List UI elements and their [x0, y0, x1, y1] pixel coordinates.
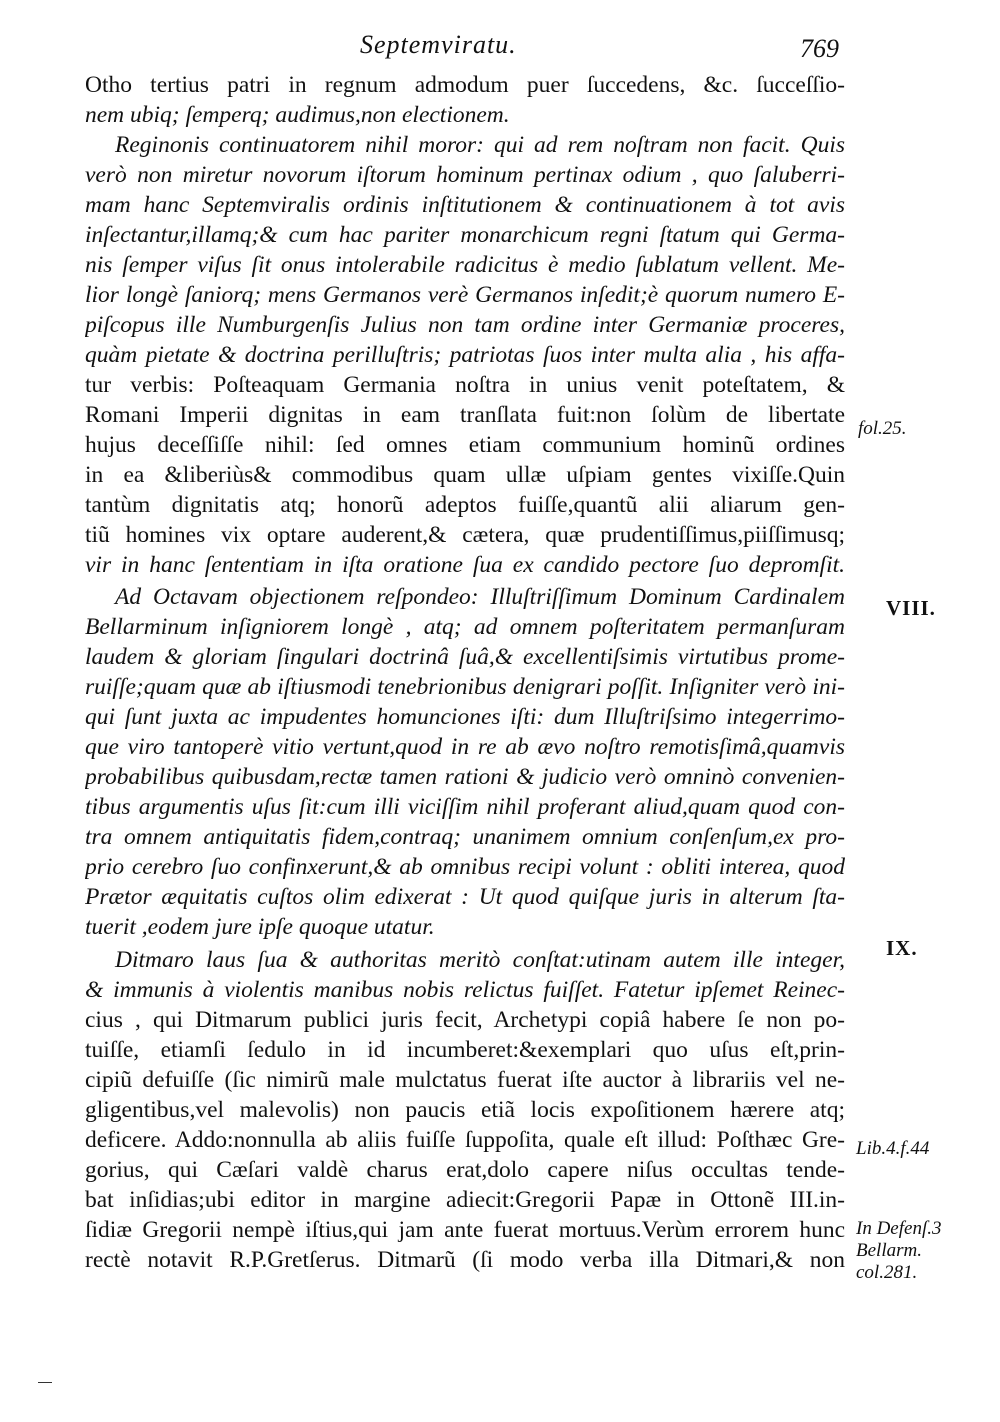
text-line: nem ubiq; ſemperq; audimus,non electionem. [85, 102, 510, 128]
margin-note-defens-3: col.281. [856, 1262, 918, 1283]
text-line: que viro tantoperè vitio vertunt,quod in re ab ævo noſtro remotisſimâ,quamvis [85, 734, 845, 760]
text-line: nis ſemper viſus ſit onus intolerabile radicitus è medio ſublatum vellent. Me- [85, 252, 845, 278]
section-number-ix: IX. [886, 936, 918, 960]
text-line: tibus argumentis uſus ſit:cum illi viciſſim nihil proferant aliud,quam quod con- [85, 794, 845, 820]
text-line: tur verbis: Poſteaquam Germania noſtra in unius venit poteſtatem, & [85, 372, 845, 398]
margin-note-defens-1: In Defenſ.3 [856, 1218, 942, 1239]
text-line: cipiũ defuiſſe (ſic nimirũ male mulctatus fuerat iſte auctor à librariis vel ne- [85, 1067, 845, 1093]
text-line: gorius, qui Cæſari valdè charus erat,dolo capere niſus occultas tende- [85, 1157, 845, 1183]
text-line: tiũ homines vix optare auderent,& cætera, quæ prudentiſſimus,piiſſimusq; [85, 522, 845, 548]
text-line: hujus deceſſiſſe nihil: ſed omnes etiam communium hominũ ordines [85, 432, 845, 458]
margin-note-defens-2: Bellarm. [856, 1240, 922, 1261]
running-head-title: Septemviratu. [360, 30, 517, 59]
text-line: Ad Octavam objectionem reſpondeo: Illuſtriſſimum Dominum Cardinalem [115, 584, 845, 610]
margin-note-lib: Lib.4.f.44 [856, 1138, 930, 1159]
text-line: lior longè ſaniorq; mens Germanos verè Germanos inſedit;è quorum numero E- [85, 282, 845, 308]
text-line: Bellarminum inſigniorem longè , atq; ad omnem poſteritatem permanſuram [85, 614, 845, 640]
text-line: gligentibus,vel malevolis) non paucis etiã locis expoſitionem hærere atq; [85, 1097, 845, 1123]
text-line: Romani Imperii dignitas in eam tranſlata fuit:non ſolùm de libertate [85, 402, 845, 428]
text-line: tuerit ,eodem jure ipſe quoque utatur. [85, 914, 435, 940]
text-line: mam hanc Septemviralis ordinis inſtitutionem & continuationem à tot avis [85, 192, 845, 218]
text-line: bat inſidias;ubi editor in margine adiecit:Gregorii Papæ in Ottonẽ III.in- [85, 1187, 845, 1213]
text-line: probabilibus quibusdam,rectæ tamen rationi & judicio verò omninò convenien- [85, 764, 845, 790]
text-line: ruiſſe;quam quæ ab iſtiusmodi tenebrionibus denigrari poſſit. Inſigniter verò ini- [85, 674, 845, 700]
text-line: cius , qui Ditmarum publici juris fecit, Archetypi copiâ habere ſe non po- [85, 1007, 845, 1033]
text-line: deficere. Addo:nonnulla ab aliis fuiſſe ſuppoſita, quale eſt illud: Poſthæc Gre- [85, 1127, 845, 1153]
text-line: Ditmaro laus ſua & authoritas meritò conſtat:utinam autem ille integer, [115, 947, 845, 973]
text-line: tuiſſe, etiamſi ſedulo in id incumberet:&exemplari quo uſus eſt,prin- [85, 1037, 845, 1063]
margin-note-fol: fol.25. [858, 418, 907, 439]
text-line: verò non miretur novorum iſtorum hominum pertinax odium , quo ſaluberri- [85, 162, 845, 188]
text-line: tantùm dignitatis atq; honorũ adeptos fuiſſe,quantũ alii aliarum gen- [85, 492, 845, 518]
text-line: tra omnem antiquitatis fidem,contraq; unanimem omnium conſenſum,ex pro- [85, 824, 845, 850]
text-line: laudem & gloriam ſingulari doctrinâ ſuâ,& excellentiſsimis virtutibus prome- [85, 644, 845, 670]
text-line: quàm pietate & doctrina perilluſtris; patriotas ſuos inter multa alia , his affa- [85, 342, 845, 368]
text-line: Prætor æquitatis cuſtos olim edixerat : Ut quod quiſque juris in alterum ſta- [85, 884, 845, 910]
scan-speck [38, 1382, 52, 1383]
section-number-viii: VIII. [886, 596, 936, 620]
text-line: prio cerebro ſuo confinxerunt,& ab omnibus recipi volunt : obliti interea, quod [85, 854, 845, 880]
text-line: qui ſunt juxta ac impudentes homunciones iſti: dum Illuſtriſsimo integerrimo- [85, 704, 845, 730]
text-line: inſectantur,illamq;& cum hac pariter monarchicum regni ſtatum qui Germa- [85, 222, 845, 248]
page-number: 769 [800, 34, 839, 63]
text-line: Reginonis continuatorem nihil moror: qui ad rem noſtram non facit. Quis [115, 132, 845, 158]
text-line: rectè notavit R.P.Gretſerus. Ditmarũ (ſi modo verba illa Ditmari,& non [85, 1247, 845, 1273]
text-line: in ea &liberiùs& commodibus quam ullæ uſpiam gentes vixiſſe.Quin [85, 462, 845, 488]
text-line: vir in hanc ſententiam in iſta oratione ſua ex candido pectore ſuo depromſit. [85, 552, 845, 578]
text-line: & immunis à violentis manibus nobis relictus fuiſſet. Fatetur ipſemet Reinec- [85, 977, 845, 1003]
text-line: ſidiæ Gregorii nempè iſtius,qui jam ante fuerat mortuus.Verùm errorem hunc [85, 1217, 845, 1243]
text-line: piſcopus ille Numburgenſis Julius non tam ordine inter Germaniæ proceres, [85, 312, 845, 338]
text-line: Otho tertius patri in regnum admodum puer ſuccedens, &c. ſucceſſio- [85, 72, 845, 98]
